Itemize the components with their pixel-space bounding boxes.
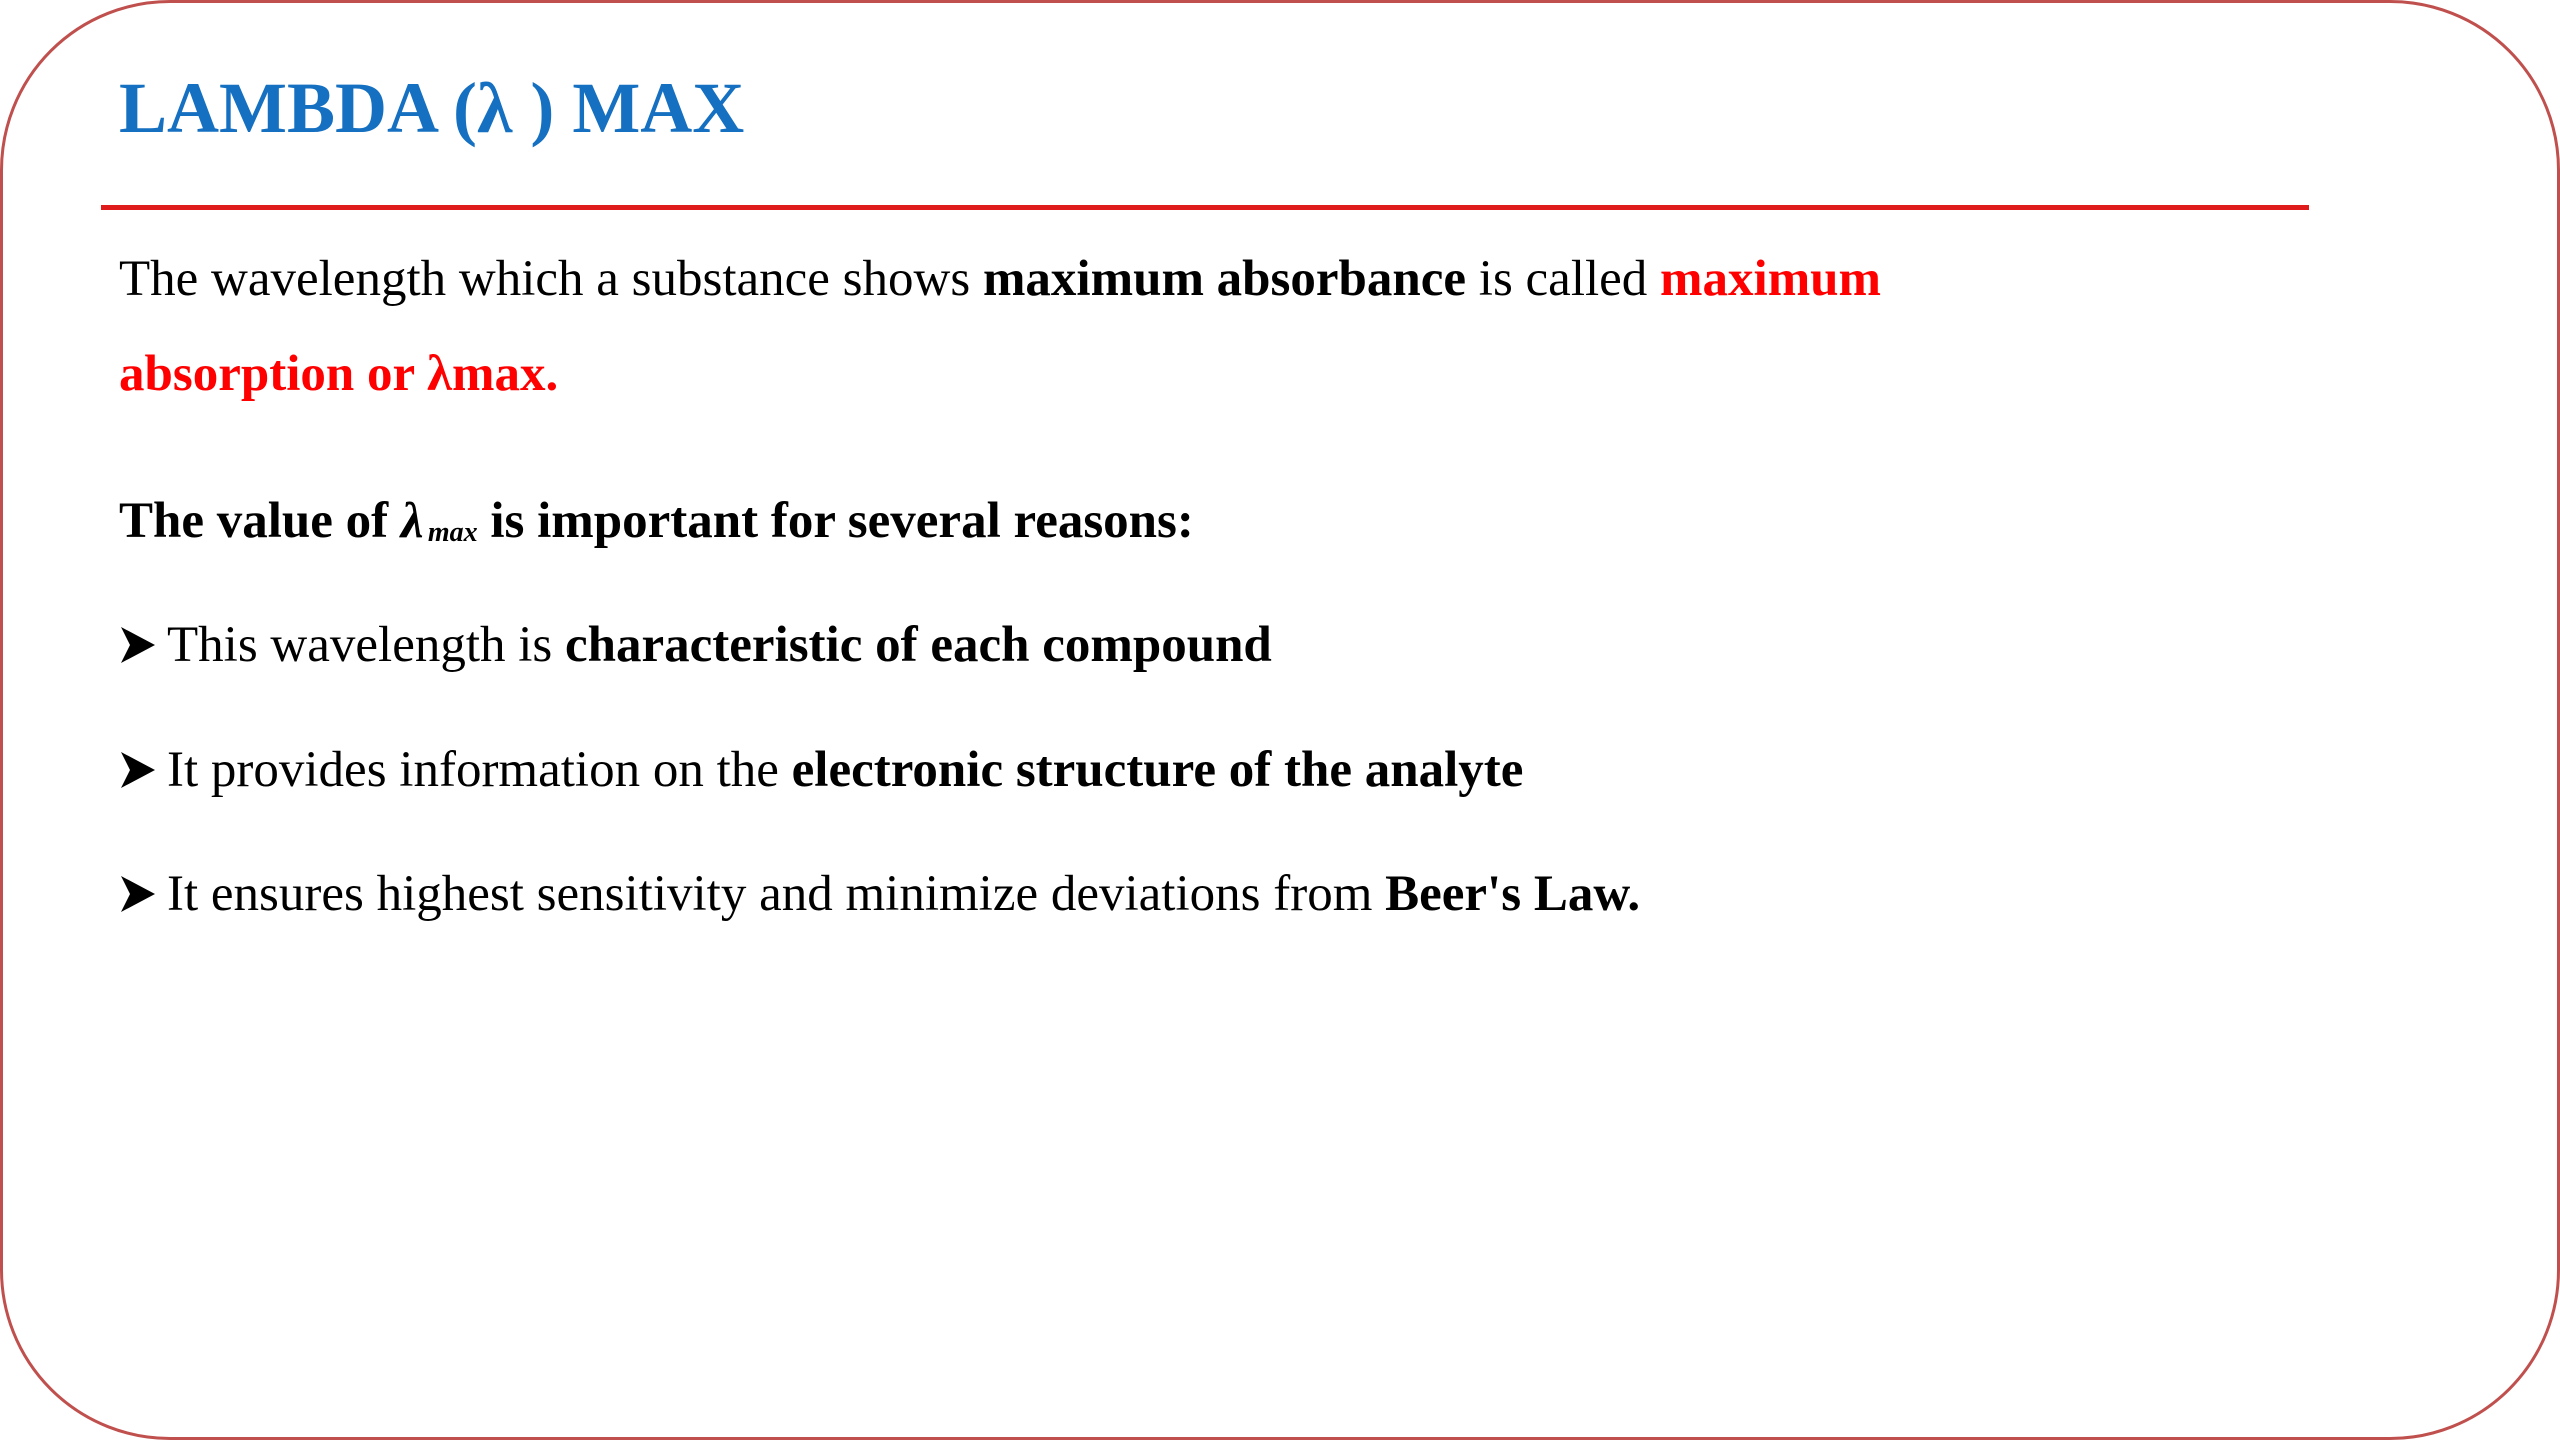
bullet-bold-text: electronic structure of the analyte (791, 742, 1524, 798)
title-divider (101, 205, 2309, 210)
bullet-item (119, 864, 2219, 925)
arrowhead-bullet-icon (119, 750, 159, 790)
bullet-bold-text: Beer's Law. (1385, 866, 1641, 922)
definition-line-1 (119, 249, 2219, 310)
reasons-heading-prefix: The value of (119, 493, 401, 549)
bullet-bold-text: characteristic of each compound (565, 617, 1272, 673)
lambda-subscript: max (427, 517, 478, 548)
bullet-item (119, 615, 2219, 676)
arrowhead-bullet-icon (119, 625, 159, 665)
definition-highlight-1: maximum (1660, 251, 1882, 307)
definition-text-2: is called (1466, 251, 1661, 307)
bullet-text: It provides information on the (167, 742, 792, 798)
bullet-text: It ensures highest sensitivity and minimize deviations from (167, 866, 1386, 922)
definition-bold-term: maximum absorbance (982, 251, 1467, 307)
bullet-item (119, 740, 2219, 801)
arrowhead-bullet-icon (119, 874, 159, 914)
bullet-text: This wavelength is (167, 617, 566, 673)
lambda-symbol: λ (400, 493, 424, 549)
reasons-heading (119, 491, 2219, 552)
definition-text-1: The wavelength which a substance shows (119, 251, 983, 307)
reasons-heading-suffix: is important for several reasons: (477, 493, 1194, 549)
definition-line-2 (119, 344, 2219, 405)
slide-title: LAMBDA (λ ) MAX (119, 68, 745, 148)
definition-highlight-2: absorption or λmax. (119, 346, 559, 402)
